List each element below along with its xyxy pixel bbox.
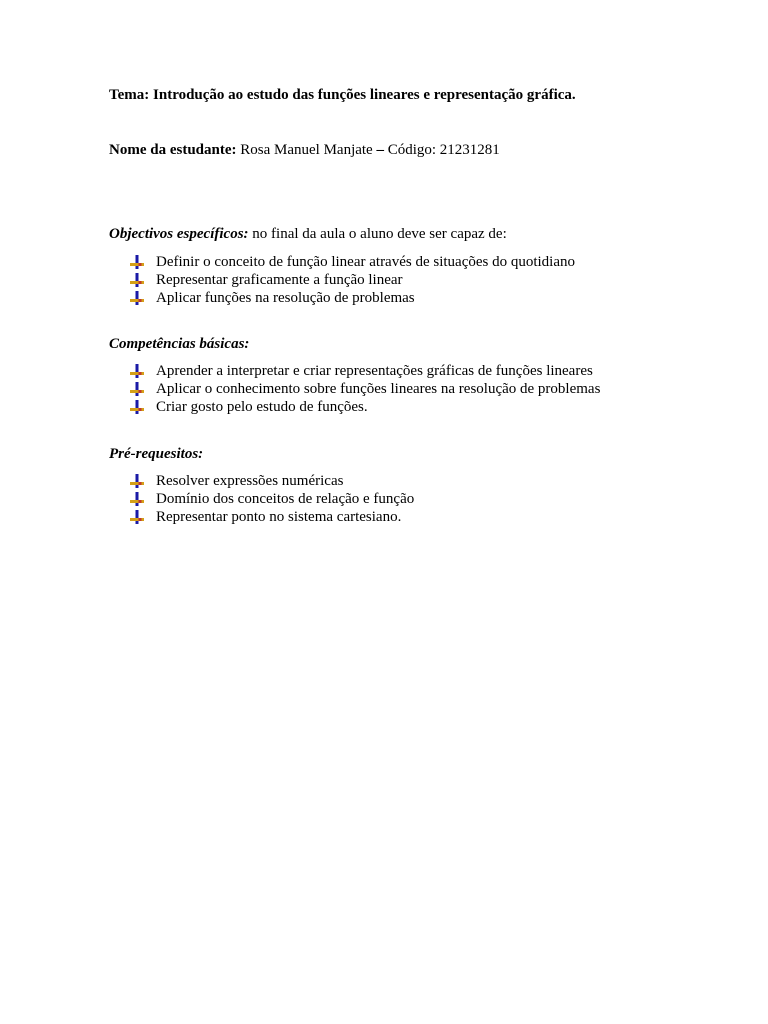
arrow-bullet-icon (130, 291, 144, 305)
tema-label: Tema: (109, 87, 150, 103)
list-item-text: Representar ponto no sistema cartesiano. (156, 509, 402, 525)
list-item (130, 398, 600, 416)
arrow-bullet-icon (130, 364, 144, 378)
arrow-bullet-icon (130, 400, 144, 414)
list-item (130, 508, 414, 526)
list-item-text: Definir o conceito de função linear através de situações do quotidiano (156, 254, 576, 270)
list-item (130, 380, 600, 398)
list-item-text: Resolver expressões numéricas (156, 473, 344, 489)
tema-text: Introdução ao estudo das funções lineares e representação gráfica. (149, 87, 576, 103)
list-item (130, 472, 414, 490)
prerequisitos-heading-line (109, 445, 203, 463)
tema-line (109, 86, 576, 104)
prerequisitos-heading: Pré-requesitos: (109, 446, 204, 462)
objectivos-list (130, 253, 575, 307)
list-item (130, 289, 575, 307)
arrow-bullet-icon (130, 382, 144, 396)
objectivos-intro: no final da aula o aluno deve ser capaz de: (248, 226, 507, 242)
arrow-bullet-icon (130, 492, 144, 506)
student-code: Código: 21231281 (383, 142, 500, 158)
list-item (130, 271, 575, 289)
nome-label: Nome da estudante: (109, 142, 237, 158)
list-item (130, 490, 414, 508)
competencias-heading-line (109, 335, 249, 353)
list-item-text: Aplicar funções na resolução de problemas (156, 290, 415, 306)
arrow-bullet-icon (130, 510, 144, 524)
list-item (130, 253, 575, 271)
competencias-heading: Competências básicas: (109, 336, 250, 352)
arrow-bullet-icon (130, 474, 144, 488)
arrow-bullet-icon (130, 255, 144, 269)
competencias-list (130, 362, 600, 416)
list-item-text: Representar graficamente a função linear (156, 272, 403, 288)
list-item (130, 362, 600, 380)
objectivos-heading-line (109, 225, 507, 243)
name-dash: – (376, 142, 384, 158)
nome-line (109, 141, 500, 159)
prerequisitos-list (130, 472, 414, 526)
student-name: Rosa Manuel Manjate (236, 142, 377, 158)
list-item-text: Domínio dos conceitos de relação e função (156, 491, 415, 507)
list-item-text: Aprender a interpretar e criar representações gráficas de funções lineares (156, 363, 593, 379)
objectivos-heading: Objectivos específicos: (109, 226, 249, 242)
arrow-bullet-icon (130, 273, 144, 287)
list-item-text: Aplicar o conhecimento sobre funções lineares na resolução de problemas (156, 381, 601, 397)
list-item-text: Criar gosto pelo estudo de funções. (156, 399, 368, 415)
